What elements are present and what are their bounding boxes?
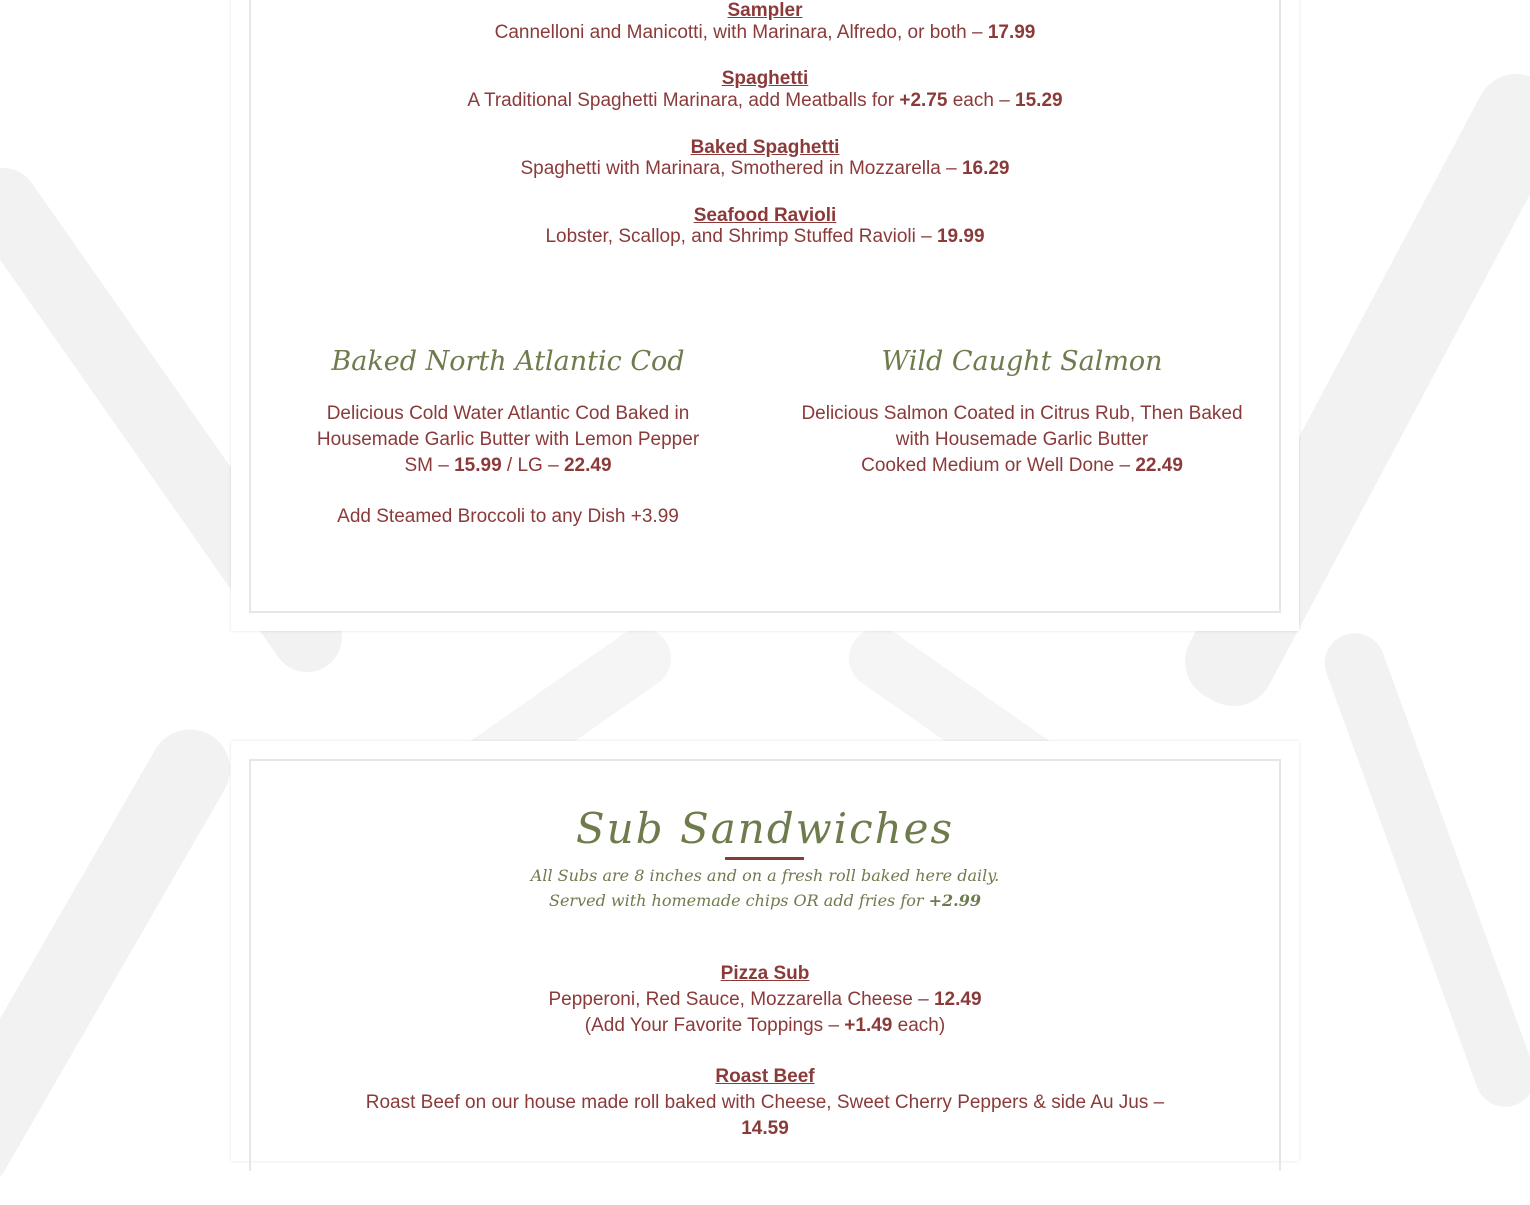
- salmon-price-line: [765, 453, 1279, 479]
- note-text: Served with homemade chips OR add fries for: [548, 891, 929, 910]
- salmon-title: Wild Caught Salmon: [881, 346, 1163, 377]
- subs-note-fries: [0, 888, 1530, 913]
- price: 12.49: [933, 989, 982, 1010]
- menu-item-name-seafood-ravioli: Seafood Ravioli: [693, 205, 837, 226]
- broccoli-addon: Add Steamed Broccoli to any Dish +3.99: [337, 506, 679, 527]
- size-label: SM –: [404, 455, 455, 476]
- desc-text: Spaghetti with Marinara, Smothered in Mozzarella –: [520, 158, 962, 179]
- menu-item-desc-pizza-sub: [0, 987, 1530, 1013]
- price-lg: 22.49: [563, 455, 612, 476]
- price: 17.99: [987, 22, 1036, 43]
- menu-item-name-pizza-sub: Pizza Sub: [720, 963, 810, 984]
- menu-item-desc-spaghetti: [0, 88, 1530, 114]
- salmon-description: [765, 401, 1279, 479]
- menu-item-desc-seafood-ravioli: [0, 224, 1530, 250]
- price-sm: 15.99: [454, 455, 502, 476]
- desc-line: Delicious Salmon Coated in Citrus Rub, Then Baked: [801, 403, 1243, 424]
- size-label: / LG –: [501, 455, 564, 476]
- topping-price: +1.49: [844, 1015, 893, 1036]
- desc-text: each –: [947, 90, 1016, 111]
- desc-text: Lobster, Scallop, and Shrimp Stuffed Ravioli –: [545, 226, 937, 247]
- fries-price: +2.99: [928, 891, 982, 910]
- price: 16.29: [961, 158, 1010, 179]
- menu-item-name-sampler: Sampler: [727, 0, 803, 21]
- addon-price: +2.75: [899, 90, 948, 111]
- cod-title: Baked North Atlantic Cod: [331, 346, 685, 377]
- menu-item-desc-sampler: [0, 20, 1530, 46]
- menu-item-name-baked-spaghetti: Baked Spaghetti: [690, 137, 840, 158]
- pizza-sub-toppings-note: [0, 1013, 1530, 1039]
- desc-text: Cooked Medium or Well Done –: [861, 455, 1136, 476]
- desc-text: Pepperoni, Red Sauce, Mozzarella Cheese –: [548, 989, 934, 1010]
- desc-line: Delicious Cold Water Atlantic Cod Baked in: [326, 403, 690, 424]
- desc-text: Roast Beef on our house made roll baked with Cheese, Sweet Cherry Peppers & side Au Jus –: [365, 1092, 1165, 1113]
- price: 19.99: [936, 226, 985, 247]
- section-title-sub-sandwiches: Sub Sandwiches: [575, 804, 955, 853]
- desc-text: A Traditional Spaghetti Marinara, add Meatballs for: [467, 90, 900, 111]
- price: 22.49: [1135, 455, 1183, 476]
- menu-item-name-roast-beef: Roast Beef: [715, 1066, 815, 1087]
- desc-text: (Add Your Favorite Toppings –: [584, 1015, 845, 1036]
- menu-item-name-spaghetti: Spaghetti: [721, 68, 809, 89]
- price: 14.59: [741, 1118, 789, 1139]
- title-underline: [725, 857, 804, 860]
- background-brush-stroke: [0, 715, 245, 1205]
- desc-line: with Housemade Garlic Butter: [895, 429, 1149, 450]
- menu-item-desc-roast-beef: [345, 1090, 1185, 1142]
- cod-price-line: [251, 453, 765, 479]
- desc-text: Cannelloni and Manicotti, with Marinara, Alfredo, or both –: [494, 22, 988, 43]
- menu-item-desc-baked-spaghetti: [0, 156, 1530, 182]
- desc-line: Housemade Garlic Butter with Lemon Pepper: [316, 429, 700, 450]
- cod-description: [251, 401, 765, 479]
- subs-note-roll: All Subs are 8 inches and on a fresh roll baked here daily.: [530, 866, 1000, 885]
- desc-text: each): [892, 1015, 946, 1036]
- price: 15.29: [1015, 90, 1063, 111]
